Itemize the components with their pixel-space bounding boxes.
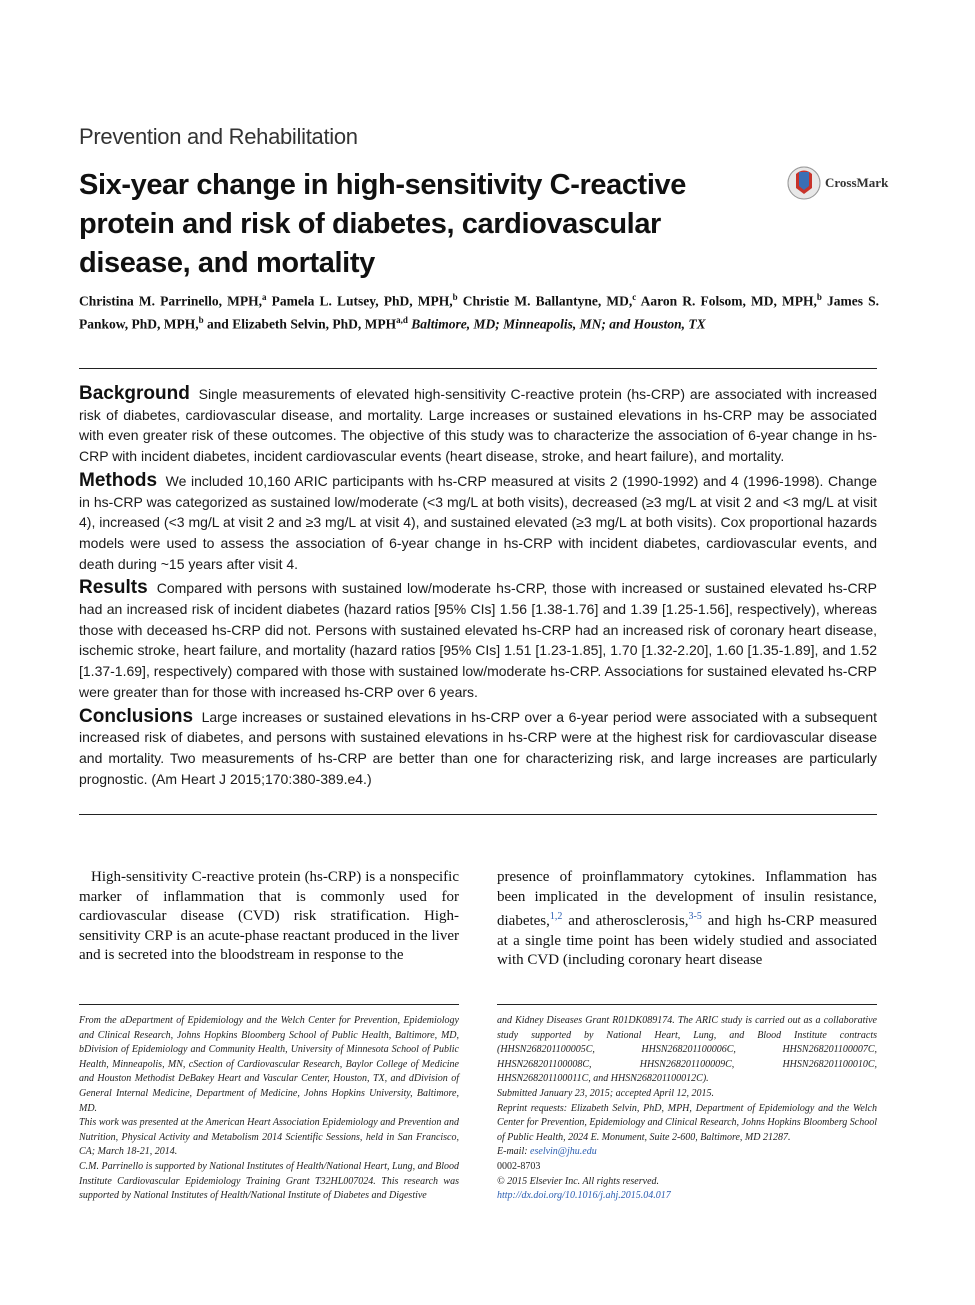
reference-link[interactable]: 3-5	[688, 911, 702, 922]
author-name: Pamela L. Lutsey, PhD, MPH,	[271, 293, 453, 309]
body-paragraph: presence of proinflammatory cytokines. Inflammation has been implicated in the development of insulin resistance, diabetes,	[497, 869, 877, 929]
author-locations: Baltimore, MD; Minneapolis, MN; and Houston, TX	[411, 316, 706, 331]
email-label: E-mail:	[497, 1146, 528, 1158]
results-text: Compared with persons with sustained low/moderate hs-CRP, those with increased or sustained elevated hs-CRP had an increased risk of incident diabetes (hazard ratios [95% CIs] 1.56 [1.38-1.76] and 1.39 [1.25-1.56], respectively), whereas those with deceased hs-CRP did not. Persons with sustained elevated hs-CRP had an increased risk of coronary heart disease, ischemic stroke, heart failure, and mortality (hazard ratios [95% CIs] 1.51 [1.23-1.85], 1.70 [1.32-2.20], 1.60 [1.35-1.89], and 1.52 [1.37-1.69], respectively) compared with those with sustained low/moderate hs-CRP. Associations for sustained elevated hs-CRP were greater than for those with increased hs-CRP over 6 years.	[79, 580, 878, 700]
doi-link[interactable]: http://dx.doi.org/10.1016/j.ahj.2015.04.017	[497, 1190, 671, 1202]
body-column-left	[79, 868, 459, 966]
footnotes-right	[497, 1014, 877, 1204]
abstract-top-rule	[79, 368, 877, 369]
abstract-conclusions	[79, 707, 877, 790]
copyright: © 2015 Elsevier Inc. All rights reserved.	[497, 1175, 660, 1187]
affiliation-mark: b	[198, 314, 204, 325]
author-name: James S. Pankow, PhD, MPH,	[79, 293, 879, 331]
submission-dates: Submitted January 23, 2015; accepted April 12, 2015.	[497, 1087, 715, 1099]
author-name: Elizabeth Selvin, PhD, MPH	[232, 316, 397, 331]
background-heading: Background	[79, 383, 190, 404]
presentation-note: This work was presented at the American Heart Association Epidemiology and Prevention and Nutrition, Physical Activity and Metabolism 2014 Scientific Sessions, held in San Francisco, CA; March 18-21, 2014.	[79, 1117, 459, 1158]
author-name: Christie M. Ballantyne, MD,	[462, 293, 633, 309]
author-name: Christina M. Parrinello, MPH,	[79, 293, 262, 309]
conclusions-text: Large increases or sustained elevations in hs-CRP over a 6-year period were associated with a subsequent increased risk of diabetes, and persons with sustained elevations in hs-CRP were at the highest risk for cardiovascular disease and mortality. Two measurements of hs-CRP are better than one for characterizing risk, and large increases are particularly prognostic. (Am Heart J 2015;170:380-389.e4.)	[79, 708, 878, 787]
reference-link[interactable]: 1,2	[549, 911, 563, 922]
abstract-bottom-rule	[79, 814, 877, 815]
affiliations-note: From the aDepartment of Epidemiology and the Welch Center for Prevention, Epidemiology and Clinical Research, Johns Hopkins Bloomberg School of Public Health, Baltimore, MD, bDivision of Epidemiology and Community Health, University of Minnesota School of Public Health, Minneapolis, MN, cSection of Cardiovascular Research, Baylor College of Medicine and Houston Methodist DeBakey Heart and Vascular Center, Houston, TX, and dDivision of General Internal Medicine, Department of Medicine, Johns Hopkins University, Baltimore, MD.	[79, 1015, 459, 1114]
methods-text: We included 10,160 ARIC participants with hs-CRP measured at visits 2 (1990-1992) and 4 (1996-1998). Change in hs-CRP was categorized as sustained low/moderate (<3 mg/L at both visits), decreased (≥3 mg/L at visit 2 and <3 mg/L at visit 4), increased (<3 mg/L at visit 2 and ≥3 mg/L at visit 4), and sustained elevated (≥3 mg/L at both visits). Cox proportional hazards models were used to assess the association of 6-year change in hs-CRP with incident diabetes, cardiovascular events, and death during ~15 years after visit 4.	[79, 472, 878, 572]
affiliation-mark: a,d	[396, 314, 408, 325]
email-line	[497, 1145, 877, 1160]
abstract	[79, 384, 877, 793]
conjunction: and	[207, 316, 229, 331]
reprint-requests: Reprint requests: Elizabeth Selvin, PhD, MPH, Department of Epidemiology and the Welch Center for Prevention, Epidemiology and Clinical Research, Johns Hopkins Bloomberg School of Public Health, 2024 E. Monument, Suite 2-600, Baltimore, MD 21287.	[497, 1102, 877, 1143]
affiliation-mark: b	[816, 292, 822, 302]
affiliation-mark: a	[261, 292, 267, 302]
crossmark-icon	[787, 166, 821, 200]
background-text: Single measurements of elevated high-sensitivity C-reactive protein (hs-CRP) are associated with increased risk of diabetes, cardiovascular disease, and mortality. Large increases or sustained elevations in hs-CRP may be associated with even greater risk of these outcomes. The objective of this study was to characterize the association of 6-year change in hs-CRP with incident diabetes, incident cardiovascular events (heart disease, stroke, and heart failure), and mortality.	[79, 386, 877, 465]
body-paragraph: High-sensitivity C-reactive protein (hs-CRP) is a nonspecific marker of inflammation that is commonly used for cardiovascular disease (CVD) risk stratification. High-sensitivity CRP is an acute-phase reactant produced in the liver and is secreted into the bloodstream in response to the	[79, 869, 459, 963]
funding-note: C.M. Parrinello is supported by National Institutes of Health/National Heart, Lung, and Blood Institute Cardiovascular Epidemiology Training Grant T32HL007024. This research was supported by National Institutes of Health/National Institute of Diabetes and Digestive	[79, 1160, 459, 1202]
abstract-methods	[79, 471, 877, 575]
abstract-results	[79, 578, 877, 702]
section-label: Prevention and Rehabilitation	[79, 124, 358, 149]
issn: 0002-8703	[497, 1160, 541, 1172]
results-heading: Results	[79, 577, 148, 599]
author-name: Aaron R. Folsom, MD, MPH,	[640, 293, 817, 309]
body-column-right	[497, 868, 877, 971]
crossmark-label: CrossMark	[825, 175, 889, 190]
conclusions-heading: Conclusions	[79, 705, 194, 727]
affiliation-mark: b	[452, 292, 458, 302]
footnote-rule-right	[497, 1004, 877, 1005]
article-title: Six-year change in high-sensitivity C-reactive protein and risk of diabetes, cardiovascular disease, and mortality	[79, 169, 686, 279]
email-link[interactable]: eselvin@jhu.edu	[530, 1146, 597, 1158]
author-list	[79, 288, 879, 333]
grant-note: and Kidney Diseases Grant R01DK089174. The ARIC study is carried out as a collaborative study supported by National Heart, Lung, and Blood Institute contracts (HHSN268201100005C, HHSN268201100006C, HHSN268201100007C, HHSN268201100008C, HHSN268201100009C, HHSN268201100010C, HHSN268201100011C, and HHSN268201100012C).	[497, 1015, 877, 1085]
abstract-background	[79, 384, 877, 467]
crossmark-badge[interactable]	[787, 166, 888, 200]
affiliation-mark: c	[632, 292, 637, 302]
body-paragraph: and high hs-CRP measured at a single time point has been widely studied and associated with CVD (including coronary heart disease	[497, 913, 877, 968]
body-paragraph: and atherosclerosis,	[562, 913, 689, 929]
footnote-rule-left	[79, 1004, 459, 1005]
footnotes-left	[79, 1014, 459, 1204]
methods-heading: Methods	[79, 469, 158, 491]
